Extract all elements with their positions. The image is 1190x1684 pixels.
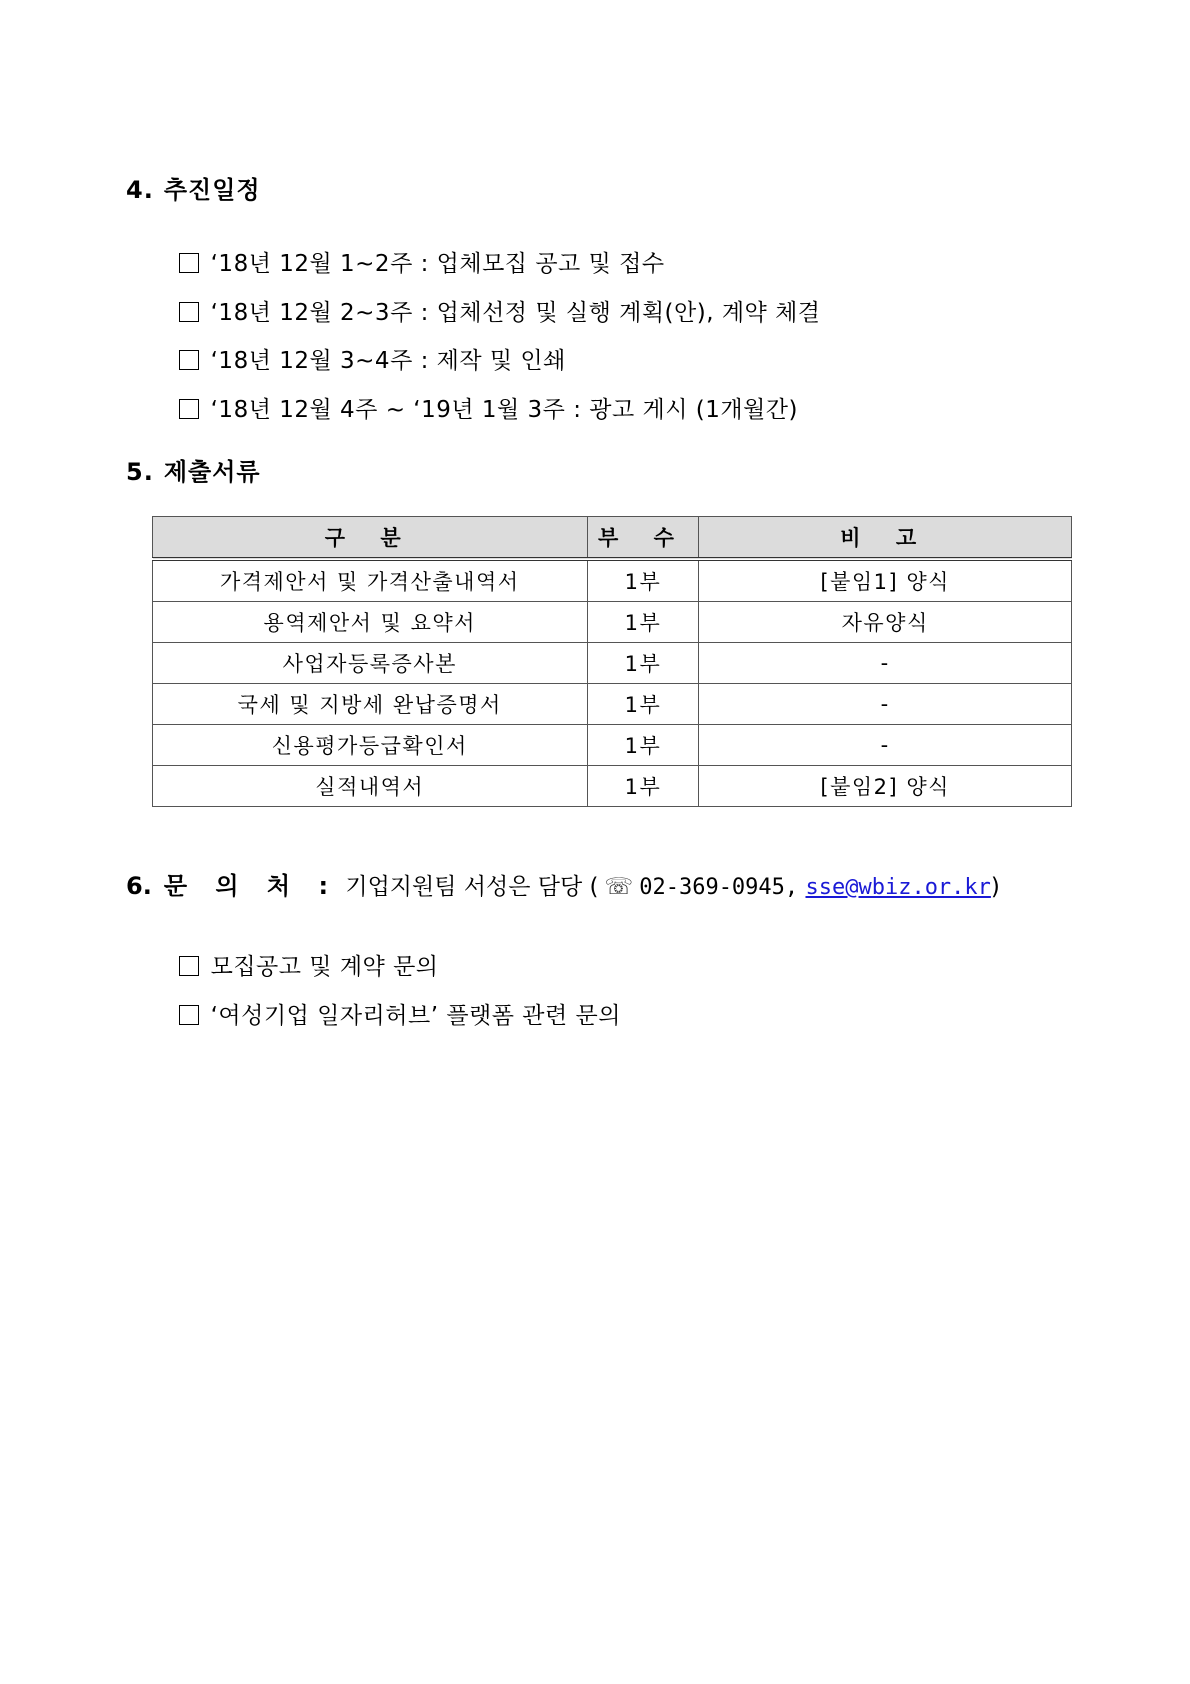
section-number: 5. xyxy=(126,458,154,486)
table-row xyxy=(153,684,1072,725)
cell-category: 신용평가등급확인서 xyxy=(153,725,588,766)
cell-remarks: - xyxy=(699,643,1072,684)
phone-icon: ☏ xyxy=(604,874,634,900)
cell-copies: 1부 xyxy=(587,643,699,684)
cell-category: 가격제안서 및 가격산출내역서 xyxy=(153,559,588,602)
cell-copies: 1부 xyxy=(587,602,699,643)
section-5-heading xyxy=(126,452,261,487)
cell-copies: 1부 xyxy=(587,684,699,725)
cell-remarks: [붙임1] 양식 xyxy=(699,559,1072,602)
table-row xyxy=(153,766,1072,807)
cell-remarks: - xyxy=(699,725,1072,766)
cell-remarks: - xyxy=(699,684,1072,725)
table-row xyxy=(153,602,1072,643)
cell-copies: 1부 xyxy=(587,725,699,766)
table-row xyxy=(153,643,1072,684)
section-6-contact xyxy=(126,866,1000,901)
contact-item-text: 모집공고 및 계약 문의 xyxy=(210,954,439,980)
schedule-item xyxy=(163,365,798,424)
schedule-item-text: ‘18년 12월 2~3주 : 업체선정 및 실행 계획(안), 계약 체결 xyxy=(210,300,821,326)
contact-email-link[interactable]: sse@wbiz.or.kr xyxy=(805,875,991,900)
checkbox-icon xyxy=(179,1005,199,1025)
cell-copies: 1부 xyxy=(587,766,699,807)
section-number: 6. xyxy=(126,872,152,900)
table-row xyxy=(153,559,1072,602)
section-4-heading xyxy=(126,170,261,205)
cell-category: 용역제안서 및 요약서 xyxy=(153,602,588,643)
contact-text: 기업지원팀 서성은 담당 ( xyxy=(345,874,599,900)
header-copies: 부 수 xyxy=(587,517,699,560)
schedule-item-text: ‘18년 12월 1~2주 : 업체모집 공고 및 접수 xyxy=(210,251,665,277)
cell-category: 실적내역서 xyxy=(153,766,588,807)
schedule-item-text: ‘18년 12월 4주 ~ ‘19년 1월 3주 : 광고 게시 (1개월간) xyxy=(210,397,798,423)
section-title: 추진일정 xyxy=(163,176,261,204)
checkbox-icon xyxy=(179,399,199,419)
cell-category: 국세 및 지방세 완납증명서 xyxy=(153,684,588,725)
header-category: 구 분 xyxy=(153,517,588,560)
contact-phone: 02-369-0945, xyxy=(639,875,799,900)
required-documents-table xyxy=(152,516,1072,807)
schedule-item-text: ‘18년 12월 3~4주 : 제작 및 인쇄 xyxy=(210,348,566,374)
section-number: 4. xyxy=(126,176,154,204)
contact-item-text: ‘여성기업 일자리허브’ 플랫폼 관련 문의 xyxy=(210,1003,621,1029)
cell-remarks: [붙임2] 양식 xyxy=(699,766,1072,807)
cell-category: 사업자등록증사본 xyxy=(153,643,588,684)
contact-item xyxy=(163,971,621,1030)
table-header-row xyxy=(153,517,1072,560)
header-remarks: 비 고 xyxy=(699,517,1072,560)
contact-close-paren: ) xyxy=(990,874,1000,900)
table-row xyxy=(153,725,1072,766)
section-title: 제출서류 xyxy=(163,458,261,486)
contact-label: 문 의 처 : xyxy=(163,872,339,900)
cell-copies: 1부 xyxy=(587,559,699,602)
cell-remarks: 자유양식 xyxy=(699,602,1072,643)
